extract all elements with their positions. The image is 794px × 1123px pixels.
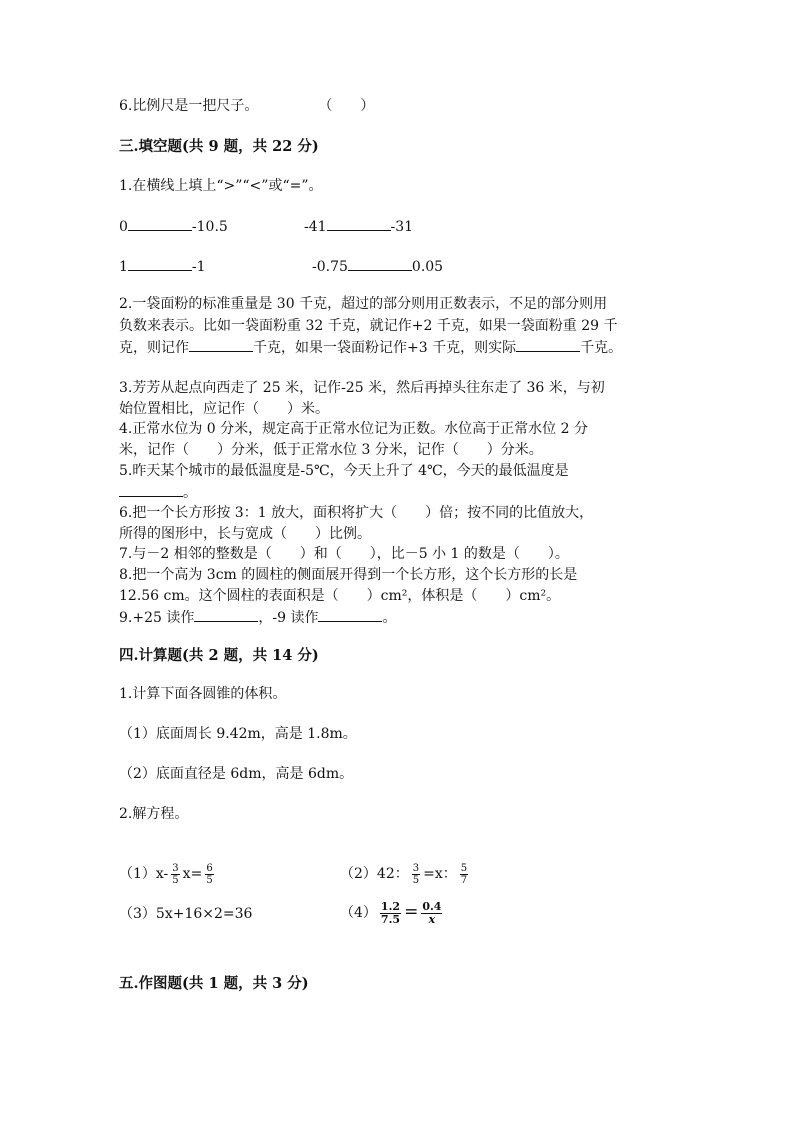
- equation-3: （3）5x+16×2=36: [119, 906, 253, 922]
- answer-blank[interactable]: [128, 256, 192, 271]
- answer-blank[interactable]: [516, 337, 580, 352]
- numerator: 5: [460, 862, 468, 874]
- cmp-a-left: 0: [119, 219, 128, 235]
- s3-q8-line2: 12.56 cm。这个圆柱的表面积是（ ）cm²，体积是（ ）cm²。: [119, 588, 561, 604]
- denominator: 5: [206, 874, 213, 886]
- numerator: 3: [412, 862, 420, 874]
- answer-blank[interactable]: [327, 216, 391, 231]
- text: =x：: [423, 866, 457, 882]
- denominator: 5: [172, 874, 179, 886]
- s3-q4-line1: 4.正常水位为 0 分米，规定高于正常水位记为正数。水位高于正常水位 2 分: [119, 421, 588, 437]
- s4-q2-stem: 2.解方程。: [119, 806, 189, 822]
- text: 克，则记作: [119, 340, 189, 356]
- s3-q1-stem: 1.在横线上填上“>”“<”或“=”。: [119, 178, 323, 194]
- s3-q3-line1: 3.芳芳从起点向西走了 25 米，记作-25 米，然后再掉头往东走了 36 米，与初: [119, 380, 605, 396]
- answer-paren: （ ）: [318, 98, 375, 114]
- numerator: 6: [206, 862, 213, 874]
- s3-q4-line2: 米，记作（ ）分米，低于正常水位 3 分米，记作（ ）分米。: [119, 442, 543, 458]
- s3-q3-line2: 始位置相比，应记作（ ）米。: [119, 401, 329, 417]
- answer-blank[interactable]: [194, 607, 258, 622]
- section-5-title: 五.作图题(共 1 题，共 3 分): [119, 975, 309, 992]
- section-3-title: 三.填空题(共 9 题，共 22 分): [119, 138, 319, 155]
- s3-q8-line1: 8.把一个高为 3cm 的圆柱的侧面展开得到一个长方形，这个长方形的长是: [119, 567, 578, 583]
- numerator: 1.2: [380, 899, 401, 913]
- equation-1: [119, 860, 217, 888]
- s3-q2-line3: [119, 337, 622, 358]
- s3-q5-line2: [119, 482, 197, 503]
- s3-q1-row2: [119, 256, 206, 277]
- s3-q9: [119, 607, 396, 628]
- cmp-b-left: -0.75: [312, 259, 348, 275]
- text: x=: [182, 866, 203, 882]
- text: ，-9 读作: [258, 610, 319, 626]
- cmp-b-right: 0.05: [411, 259, 444, 275]
- numerator: 0.4: [422, 899, 442, 913]
- question-6-prev: [119, 96, 374, 116]
- denominator: x: [428, 912, 436, 926]
- answer-blank[interactable]: [189, 337, 253, 352]
- s3-q7-line1: 7.与－2 相邻的整数是（ ）和（ ），比－5 小 1 的数是（ ）。: [119, 546, 569, 562]
- fraction: [421, 901, 442, 926]
- fraction: [412, 863, 420, 886]
- numerator: 3: [172, 862, 179, 874]
- question-text: 6.比例尺是一把尺子。: [119, 98, 259, 114]
- s3-q6-line1: 6.把一个长方形按 3：1 放大，面积将扩大（ ）倍；按不同的比值放大，: [119, 505, 594, 521]
- s3-q1-row1-b: [304, 216, 413, 237]
- s4-q1-stem: 1.计算下面各圆锥的体积。: [119, 686, 287, 702]
- cmp-a-left: 1: [119, 259, 128, 275]
- answer-blank[interactable]: [318, 607, 382, 622]
- fraction: [171, 863, 179, 886]
- s3-q2-line2: 负数来表示。比如一袋面粉重 32 千克，就记作+2 千克，如果一袋面粉重 29 千: [119, 318, 618, 334]
- fraction: [460, 863, 468, 886]
- s3-q2-line1: 2.一袋面粉的标准重量是 30 千克，超过的部分则用正数表示，不足的部分则用: [119, 296, 608, 312]
- equation-2: [340, 860, 471, 888]
- text: 。: [183, 485, 197, 501]
- s4-q1-part1: （1）底面周长 9.42m，高是 1.8m。: [119, 726, 357, 742]
- text: 千克，如果一袋面粉记作+3 千克，则实际: [253, 340, 517, 356]
- denominator: 5: [412, 874, 420, 886]
- cmp-b-right: -31: [390, 219, 414, 235]
- text: （1）x-: [119, 866, 169, 882]
- text: （2）42：: [340, 866, 409, 882]
- answer-blank[interactable]: [128, 216, 192, 231]
- s4-q1-part2: （2）底面直径是 6dm，高是 6dm。: [119, 766, 354, 782]
- fraction: [205, 863, 213, 886]
- denominator: 7: [460, 874, 468, 886]
- s3-q1-row1: [119, 216, 228, 237]
- s3-q5-line1: 5.昨天某个城市的最低温度是-5℃，今天上升了 4℃，今天的最低温度是: [119, 463, 569, 479]
- s3-q6-line2: 所得的图形中，长与宽成（ ）比例。: [119, 526, 371, 542]
- denominator: 7.5: [380, 912, 401, 926]
- section-4-title: 四.计算题(共 2 题，共 14 分): [119, 647, 319, 664]
- text: =: [404, 902, 419, 922]
- answer-blank[interactable]: [119, 482, 183, 497]
- cmp-a-right: -1: [191, 259, 206, 275]
- cmp-a-right: -10.5: [191, 219, 228, 235]
- text: 。: [382, 610, 397, 626]
- s3-q1-row2-b: [312, 256, 443, 277]
- fraction: [380, 901, 401, 926]
- text: （4）: [340, 905, 377, 921]
- answer-blank[interactable]: [348, 256, 412, 271]
- text: 千克。: [580, 340, 623, 356]
- equation-4: [340, 898, 445, 927]
- text: 9.+25 读作: [119, 610, 195, 626]
- cmp-b-left: -41: [304, 219, 327, 235]
